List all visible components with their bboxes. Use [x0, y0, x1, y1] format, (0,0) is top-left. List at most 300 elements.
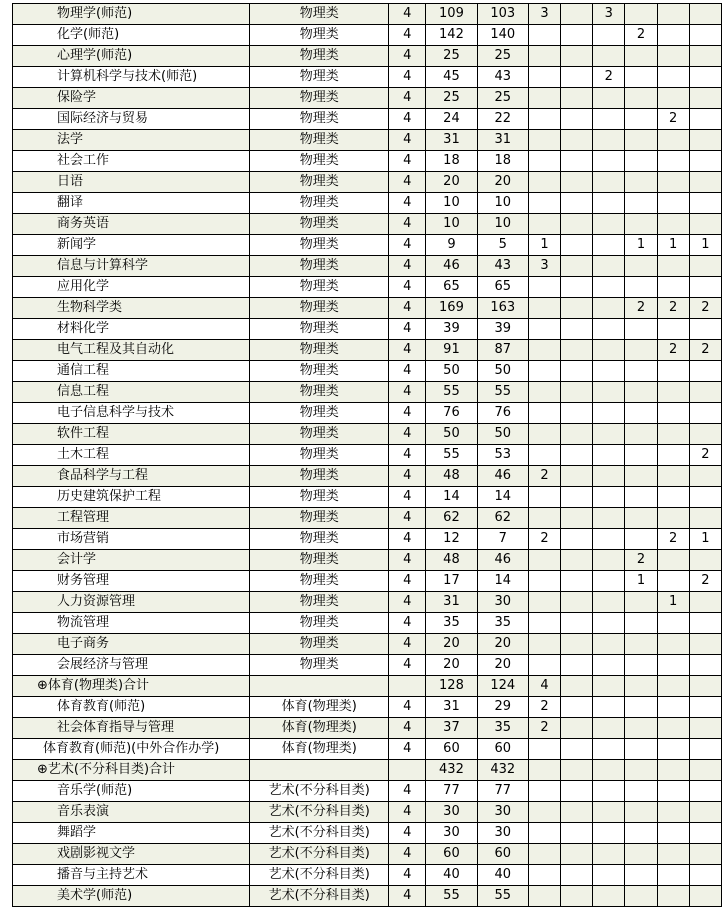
d4-cell: 2 [625, 25, 657, 46]
category-cell: 物理类 [250, 424, 389, 445]
d1-cell [528, 550, 560, 571]
v2-cell: 65 [477, 277, 528, 298]
table-row [13, 445, 722, 466]
years-cell: 4 [389, 466, 426, 487]
years-cell [389, 676, 426, 697]
d6-cell [689, 466, 721, 487]
d1-cell [528, 172, 560, 193]
v2-cell: 50 [477, 361, 528, 382]
d4-cell [625, 445, 657, 466]
d6-cell [689, 823, 721, 844]
major-name-cell: 法学 [13, 130, 250, 151]
v1-cell: 25 [426, 88, 477, 109]
v1-cell: 62 [426, 508, 477, 529]
table-row [13, 256, 722, 277]
d5-cell [657, 886, 689, 907]
d3-cell [593, 151, 625, 172]
major-name-cell: 会计学 [13, 550, 250, 571]
v2-cell: 35 [477, 718, 528, 739]
d2-cell [561, 613, 593, 634]
d4-cell: 1 [625, 235, 657, 256]
years-cell: 4 [389, 823, 426, 844]
d4-cell [625, 256, 657, 277]
d4-cell [625, 886, 657, 907]
years-cell: 4 [389, 739, 426, 760]
d2-cell [561, 67, 593, 88]
major-name-cell: 物流管理 [13, 613, 250, 634]
d1-cell: 3 [528, 4, 560, 25]
category-cell: 艺术(不分科目类) [250, 865, 389, 886]
d1-cell [528, 88, 560, 109]
d6-cell [689, 4, 721, 25]
major-name-cell: 财务管理 [13, 571, 250, 592]
d3-cell [593, 256, 625, 277]
v1-cell: 30 [426, 823, 477, 844]
d1-cell [528, 886, 560, 907]
years-cell: 4 [389, 886, 426, 907]
d5-cell: 2 [657, 340, 689, 361]
v2-cell: 30 [477, 802, 528, 823]
category-cell: 艺术(不分科目类) [250, 823, 389, 844]
d6-cell [689, 865, 721, 886]
category-cell: 物理类 [250, 571, 389, 592]
v2-cell: 20 [477, 172, 528, 193]
d2-cell [561, 424, 593, 445]
category-cell: 物理类 [250, 445, 389, 466]
d3-cell [593, 592, 625, 613]
d4-cell [625, 718, 657, 739]
d1-cell [528, 130, 560, 151]
d2-cell [561, 25, 593, 46]
d4-cell [625, 865, 657, 886]
v2-cell: 20 [477, 634, 528, 655]
d6-cell: 1 [689, 529, 721, 550]
d1-cell [528, 214, 560, 235]
d4-cell [625, 508, 657, 529]
d2-cell [561, 760, 593, 781]
d5-cell [657, 361, 689, 382]
table-row [13, 193, 722, 214]
major-name-cell: ⊕艺术(不分科目类)合计 [13, 760, 250, 781]
d4-cell [625, 319, 657, 340]
d3-cell [593, 445, 625, 466]
d2-cell [561, 655, 593, 676]
d4-cell [625, 109, 657, 130]
v1-cell: 55 [426, 445, 477, 466]
d2-cell [561, 697, 593, 718]
v1-cell: 46 [426, 256, 477, 277]
table-row [13, 340, 722, 361]
category-cell: 物理类 [250, 151, 389, 172]
d6-cell [689, 697, 721, 718]
d6-cell [689, 67, 721, 88]
v2-cell: 46 [477, 550, 528, 571]
category-cell: 物理类 [250, 109, 389, 130]
d4-cell [625, 130, 657, 151]
d3-cell [593, 697, 625, 718]
d2-cell [561, 718, 593, 739]
d2-cell [561, 529, 593, 550]
d1-cell [528, 403, 560, 424]
years-cell: 4 [389, 655, 426, 676]
category-cell: 物理类 [250, 130, 389, 151]
major-name-cell: 体育教育(师范)(中外合作办学) [13, 739, 250, 760]
d4-cell [625, 781, 657, 802]
d6-cell [689, 151, 721, 172]
d6-cell: 1 [689, 235, 721, 256]
d4-cell [625, 592, 657, 613]
d3-cell [593, 508, 625, 529]
d2-cell [561, 172, 593, 193]
major-name-cell: 生物科学类 [13, 298, 250, 319]
years-cell: 4 [389, 487, 426, 508]
category-cell: 物理类 [250, 382, 389, 403]
d2-cell [561, 634, 593, 655]
category-cell: 物理类 [250, 214, 389, 235]
d1-cell [528, 487, 560, 508]
d2-cell [561, 781, 593, 802]
v1-cell: 169 [426, 298, 477, 319]
d1-cell: 2 [528, 529, 560, 550]
d3-cell [593, 109, 625, 130]
major-name-cell: 新闻学 [13, 235, 250, 256]
v2-cell: 55 [477, 886, 528, 907]
table-row [13, 781, 722, 802]
d5-cell [657, 571, 689, 592]
d3-cell [593, 88, 625, 109]
major-name-cell: 电子信息科学与技术 [13, 403, 250, 424]
table-row [13, 277, 722, 298]
category-cell: 体育(物理类) [250, 739, 389, 760]
table-row [13, 403, 722, 424]
d6-cell [689, 25, 721, 46]
major-name-cell: 计算机科学与技术(师范) [13, 67, 250, 88]
years-cell: 4 [389, 382, 426, 403]
d6-cell [689, 487, 721, 508]
v2-cell: 10 [477, 214, 528, 235]
d6-cell [689, 130, 721, 151]
years-cell: 4 [389, 529, 426, 550]
v1-cell: 48 [426, 466, 477, 487]
d1-cell: 2 [528, 718, 560, 739]
table-row [13, 46, 722, 67]
years-cell: 4 [389, 256, 426, 277]
table-row [13, 382, 722, 403]
d1-cell [528, 844, 560, 865]
d4-cell [625, 403, 657, 424]
d5-cell [657, 655, 689, 676]
major-name-cell: 心理学(师范) [13, 46, 250, 67]
d2-cell [561, 382, 593, 403]
category-cell: 体育(物理类) [250, 697, 389, 718]
table-row [13, 676, 722, 697]
table-row [13, 130, 722, 151]
d2-cell [561, 739, 593, 760]
d4-cell [625, 424, 657, 445]
d2-cell [561, 277, 593, 298]
category-cell: 物理类 [250, 4, 389, 25]
d5-cell [657, 802, 689, 823]
v1-cell: 128 [426, 676, 477, 697]
d1-cell [528, 109, 560, 130]
d3-cell [593, 298, 625, 319]
d3-cell [593, 319, 625, 340]
v1-cell: 9 [426, 235, 477, 256]
d1-cell [528, 571, 560, 592]
v2-cell: 53 [477, 445, 528, 466]
d3-cell [593, 277, 625, 298]
d3-cell [593, 781, 625, 802]
v1-cell: 50 [426, 361, 477, 382]
d6-cell [689, 844, 721, 865]
v1-cell: 31 [426, 697, 477, 718]
d3-cell [593, 487, 625, 508]
years-cell: 4 [389, 214, 426, 235]
v2-cell: 14 [477, 571, 528, 592]
table-row [13, 466, 722, 487]
d3-cell [593, 634, 625, 655]
d4-cell [625, 88, 657, 109]
d4-cell [625, 676, 657, 697]
major-name-cell: 电子商务 [13, 634, 250, 655]
d2-cell [561, 235, 593, 256]
years-cell: 4 [389, 298, 426, 319]
years-cell [389, 760, 426, 781]
v1-cell: 10 [426, 214, 477, 235]
years-cell: 4 [389, 403, 426, 424]
table-row [13, 802, 722, 823]
d5-cell [657, 508, 689, 529]
d4-cell [625, 487, 657, 508]
d2-cell [561, 865, 593, 886]
v1-cell: 20 [426, 634, 477, 655]
category-cell: 物理类 [250, 298, 389, 319]
category-cell: 物理类 [250, 487, 389, 508]
v2-cell: 20 [477, 655, 528, 676]
table-row [13, 424, 722, 445]
d5-cell [657, 487, 689, 508]
v1-cell: 14 [426, 487, 477, 508]
years-cell: 4 [389, 88, 426, 109]
years-cell: 4 [389, 109, 426, 130]
category-cell: 物理类 [250, 508, 389, 529]
d2-cell [561, 445, 593, 466]
d6-cell [689, 781, 721, 802]
years-cell: 4 [389, 571, 426, 592]
d5-cell [657, 88, 689, 109]
v1-cell: 432 [426, 760, 477, 781]
d4-cell [625, 529, 657, 550]
d2-cell [561, 571, 593, 592]
d6-cell [689, 676, 721, 697]
major-name-cell: 音乐学(师范) [13, 781, 250, 802]
d4-cell [625, 613, 657, 634]
years-cell: 4 [389, 4, 426, 25]
v1-cell: 20 [426, 655, 477, 676]
d1-cell [528, 445, 560, 466]
d6-cell [689, 214, 721, 235]
v2-cell: 77 [477, 781, 528, 802]
d5-cell [657, 676, 689, 697]
d3-cell [593, 760, 625, 781]
d4-cell: 2 [625, 550, 657, 571]
d4-cell [625, 382, 657, 403]
d6-cell [689, 550, 721, 571]
table-row [13, 235, 722, 256]
v1-cell: 142 [426, 25, 477, 46]
d5-cell [657, 865, 689, 886]
v2-cell: 39 [477, 319, 528, 340]
table-row [13, 865, 722, 886]
d1-cell [528, 298, 560, 319]
d5-cell [657, 550, 689, 571]
d2-cell [561, 130, 593, 151]
years-cell: 4 [389, 844, 426, 865]
d5-cell: 2 [657, 298, 689, 319]
table-row [13, 508, 722, 529]
category-cell: 物理类 [250, 319, 389, 340]
d5-cell [657, 256, 689, 277]
v1-cell: 31 [426, 130, 477, 151]
category-cell: 物理类 [250, 403, 389, 424]
table-row [13, 550, 722, 571]
v2-cell: 18 [477, 151, 528, 172]
d6-cell: 2 [689, 298, 721, 319]
v1-cell: 55 [426, 886, 477, 907]
v2-cell: 140 [477, 25, 528, 46]
v2-cell: 30 [477, 823, 528, 844]
d5-cell [657, 172, 689, 193]
d4-cell [625, 277, 657, 298]
years-cell: 4 [389, 781, 426, 802]
table-row [13, 25, 722, 46]
major-name-cell: 体育教育(师范) [13, 697, 250, 718]
v1-cell: 48 [426, 550, 477, 571]
d2-cell [561, 340, 593, 361]
d2-cell [561, 508, 593, 529]
v1-cell: 45 [426, 67, 477, 88]
d2-cell [561, 550, 593, 571]
d1-cell [528, 865, 560, 886]
d1-cell [528, 781, 560, 802]
years-cell: 4 [389, 865, 426, 886]
category-cell: 物理类 [250, 613, 389, 634]
category-cell: 物理类 [250, 655, 389, 676]
d6-cell [689, 613, 721, 634]
d1-cell [528, 424, 560, 445]
d3-cell [593, 844, 625, 865]
d6-cell [689, 886, 721, 907]
category-cell: 物理类 [250, 256, 389, 277]
major-name-cell: 商务英语 [13, 214, 250, 235]
v2-cell: 5 [477, 235, 528, 256]
d3-cell [593, 550, 625, 571]
d2-cell [561, 319, 593, 340]
d4-cell [625, 361, 657, 382]
major-name-cell: 应用化学 [13, 277, 250, 298]
table-row [13, 760, 722, 781]
major-name-cell: 戏剧影视文学 [13, 844, 250, 865]
major-name-cell: 食品科学与工程 [13, 466, 250, 487]
table-row [13, 823, 722, 844]
d1-cell: 1 [528, 235, 560, 256]
v2-cell: 43 [477, 67, 528, 88]
v2-cell: 25 [477, 46, 528, 67]
category-cell: 物理类 [250, 550, 389, 571]
d5-cell: 2 [657, 529, 689, 550]
d5-cell [657, 151, 689, 172]
major-name-cell: 社会工作 [13, 151, 250, 172]
years-cell: 4 [389, 340, 426, 361]
d2-cell [561, 88, 593, 109]
table-row [13, 487, 722, 508]
d2-cell [561, 46, 593, 67]
d6-cell [689, 508, 721, 529]
d2-cell [561, 403, 593, 424]
d6-cell [689, 739, 721, 760]
d6-cell [689, 256, 721, 277]
v1-cell: 55 [426, 382, 477, 403]
d2-cell [561, 4, 593, 25]
d4-cell [625, 193, 657, 214]
table-row [13, 214, 722, 235]
category-cell: 物理类 [250, 277, 389, 298]
d1-cell [528, 319, 560, 340]
category-cell: 物理类 [250, 46, 389, 67]
d6-cell [689, 193, 721, 214]
d1-cell [528, 382, 560, 403]
d4-cell [625, 214, 657, 235]
d4-cell [625, 634, 657, 655]
d5-cell: 1 [657, 235, 689, 256]
d3-cell: 2 [593, 67, 625, 88]
d6-cell [689, 88, 721, 109]
d4-cell [625, 466, 657, 487]
years-cell: 4 [389, 592, 426, 613]
years-cell: 4 [389, 193, 426, 214]
d4-cell [625, 823, 657, 844]
d3-cell [593, 340, 625, 361]
table-row [13, 298, 722, 319]
d3-cell [593, 382, 625, 403]
d2-cell [561, 592, 593, 613]
d4-cell [625, 802, 657, 823]
major-name-cell: 历史建筑保护工程 [13, 487, 250, 508]
v2-cell: 60 [477, 739, 528, 760]
major-name-cell: 社会体育指导与管理 [13, 718, 250, 739]
d5-cell [657, 697, 689, 718]
d5-cell [657, 403, 689, 424]
table-row [13, 319, 722, 340]
category-cell: 艺术(不分科目类) [250, 886, 389, 907]
category-cell [250, 760, 389, 781]
d6-cell [689, 403, 721, 424]
d1-cell: 2 [528, 466, 560, 487]
d2-cell [561, 214, 593, 235]
d1-cell: 3 [528, 256, 560, 277]
years-cell: 4 [389, 361, 426, 382]
d4-cell [625, 46, 657, 67]
d2-cell [561, 109, 593, 130]
major-name-cell: 保险学 [13, 88, 250, 109]
years-cell: 4 [389, 424, 426, 445]
v2-cell: 40 [477, 865, 528, 886]
d1-cell: 4 [528, 676, 560, 697]
d1-cell [528, 193, 560, 214]
d2-cell [561, 256, 593, 277]
v2-cell: 432 [477, 760, 528, 781]
table-row [13, 613, 722, 634]
